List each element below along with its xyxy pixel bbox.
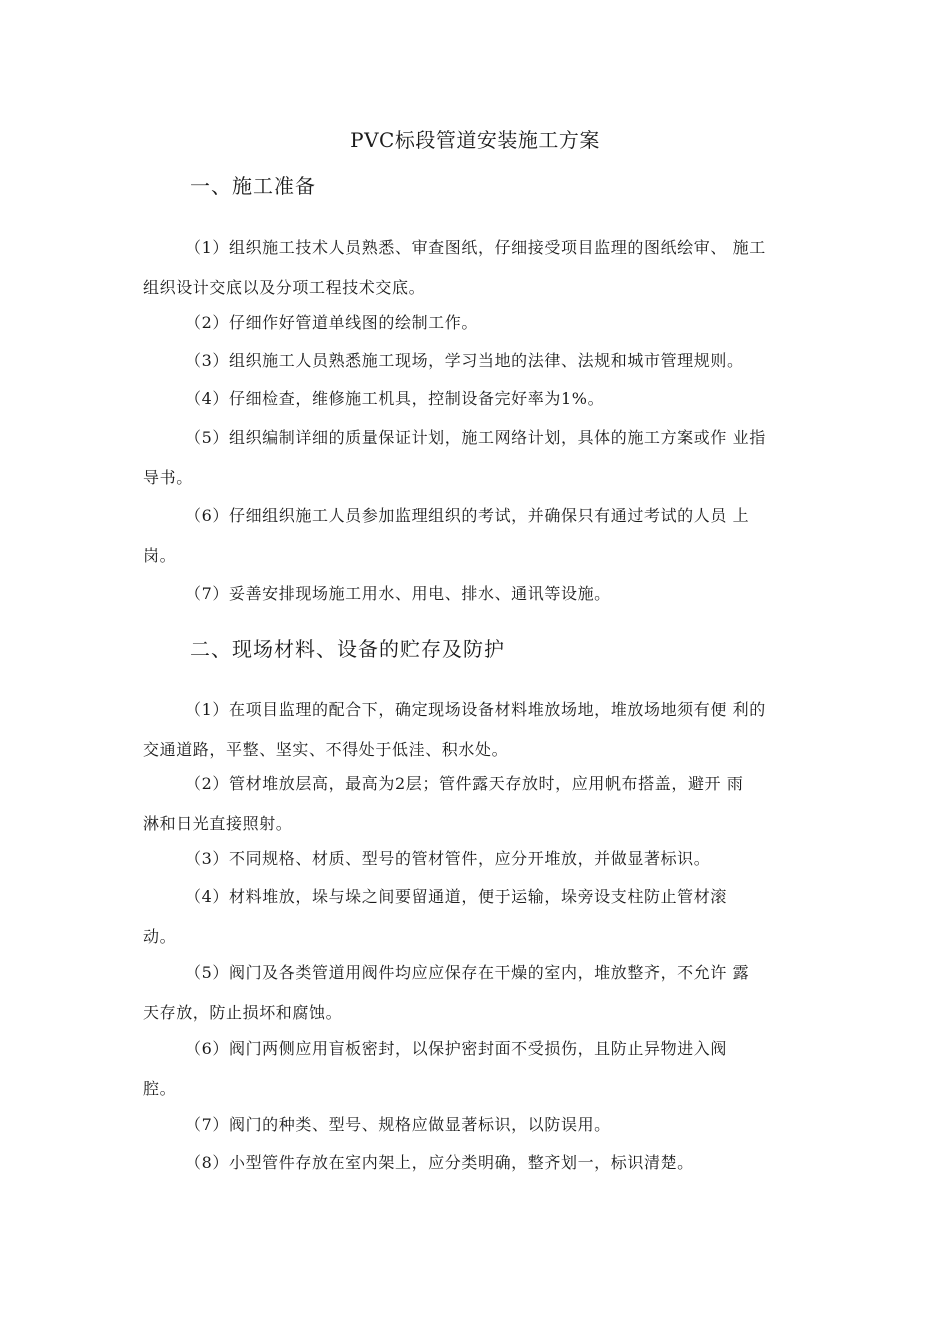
paragraph-line: （4）仔细检查，维修施工机具，控制设备完好率为1%。: [185, 389, 605, 408]
paragraph: [143, 303, 817, 343]
paragraph: [143, 690, 817, 770]
paragraph-line: （5）组织编制详细的质量保证计划，施工网络计划，具体的施工方案或作 业指: [185, 428, 766, 447]
document-title: PVC标段管道安装施工方案: [350, 128, 600, 152]
paragraph: [143, 496, 817, 576]
paragraph-line: （7）阀门的种类、型号、规格应做显著标识，以防误用。: [185, 1115, 611, 1134]
paragraph-line: （2）仔细作好管道单线图的绘制工作。: [185, 313, 478, 332]
paragraph-line: 淋和日光直接照射。: [143, 814, 293, 833]
paragraph: [143, 228, 817, 308]
paragraph-line: 腔。: [143, 1079, 177, 1098]
paragraph-line: 岗。: [143, 546, 177, 565]
paragraph-line: （1）组织施工技术人员熟悉、审查图纸，仔细接受项目监理的图纸绘审、 施工: [185, 238, 766, 257]
paragraph-line: 动。: [143, 927, 177, 946]
paragraph-line: （4）材料堆放，垛与垛之间要留通道，便于运输，垛旁设支柱防止管材滚: [185, 887, 727, 906]
paragraph-line: 交通道路，平整、坚实、不得处于低洼、积水处。: [143, 740, 509, 759]
paragraph: [143, 839, 817, 879]
paragraph: [143, 877, 817, 957]
paragraph-line: （1）在项目监理的配合下，确定现场设备材料堆放场地，堆放场地须有便 利的: [185, 700, 766, 719]
paragraph: [143, 764, 817, 844]
paragraph: [143, 1143, 817, 1183]
paragraph: [143, 1029, 817, 1109]
paragraph: [143, 379, 817, 419]
paragraph: [143, 953, 817, 1033]
paragraph-line: （3）组织施工人员熟悉施工现场，学习当地的法律、法规和城市管理规则。: [185, 351, 744, 370]
paragraph-line: （8）小型管件存放在室内架上，应分类明确，整齐划一，标识清楚。: [185, 1153, 694, 1172]
paragraph: [143, 341, 817, 381]
paragraph: [143, 1105, 817, 1145]
paragraph-line: （3）不同规格、材质、型号的管材管件，应分开堆放，并做显著标识。: [185, 849, 711, 868]
paragraph-line: （5）阀门及各类管道用阀件均应应保存在干燥的室内，堆放整齐，不允许 露: [185, 963, 750, 982]
paragraph-line: （2）管材堆放层高，最高为2层；管件露天存放时，应用帆布搭盖，避开 雨: [185, 774, 744, 793]
paragraph: [143, 418, 817, 498]
paragraph-line: 导书。: [143, 468, 193, 487]
paragraph-line: （7）妥善安排现场施工用水、用电、排水、通讯等设施。: [185, 584, 611, 603]
section-heading-storage: 二、现场材料、设备的贮存及防护: [190, 637, 505, 661]
paragraph-line: 天存放，防止损坏和腐蚀。: [143, 1003, 343, 1022]
paragraph-line: 组织设计交底以及分项工程技术交底。: [143, 278, 426, 297]
section-heading-preparation: 一、施工准备: [190, 174, 316, 198]
paragraph: [143, 574, 817, 614]
paragraph-line: （6）仔细组织施工人员参加监理组织的考试，并确保只有通过考试的人员 上: [185, 506, 750, 525]
paragraph-line: （6）阀门两侧应用盲板密封，以保护密封面不受损伤，且防止异物进入阀: [185, 1039, 727, 1058]
